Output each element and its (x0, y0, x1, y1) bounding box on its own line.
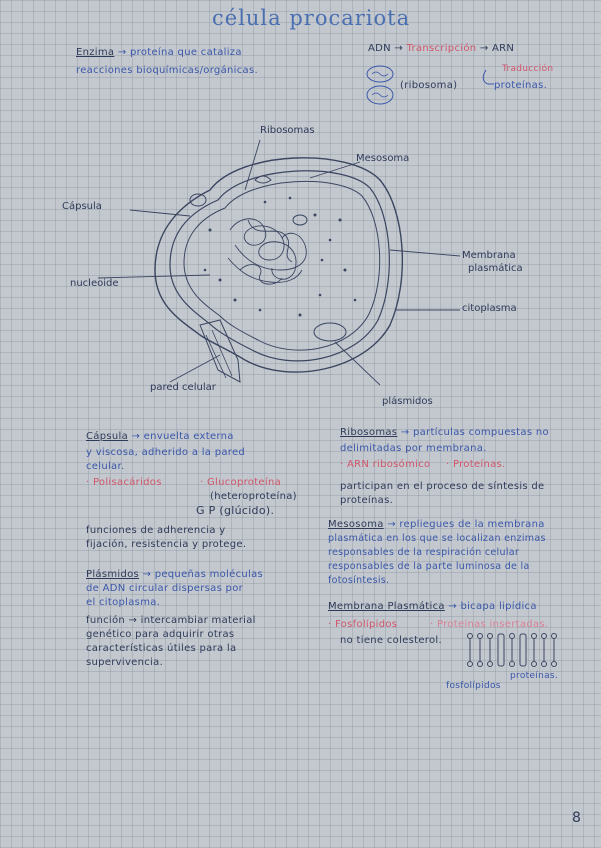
capsula-def-2: y viscosa, adherido a la pared (86, 447, 246, 458)
label-pared-celular: pared celular (150, 382, 216, 393)
funcion-4: supervivencia. (86, 657, 164, 668)
mesosoma-def-2: plasmática en los que se localizan enzimas (328, 533, 546, 544)
ribosome-sketch-icon (364, 62, 396, 108)
label-ribosomas: Ribosomas (260, 125, 315, 136)
ribosomas-def-1: → partículas compuestas no (400, 427, 549, 438)
no-colesterol: no tiene colesterol. (340, 635, 442, 646)
transcripcion-label: Transcripción (406, 43, 477, 54)
mesosoma-def-5: fotosíntesis. (328, 575, 390, 586)
gp-glucido: G P (glúcido). (196, 504, 275, 517)
capsula-def-1: → envuelta externa (131, 431, 234, 442)
polisacaridos: · Polisacáridos (86, 477, 162, 488)
label-nucleoide: nucleoide (70, 278, 119, 289)
mesosoma-def-4: responsables de la parte luminosa de la (328, 561, 530, 572)
funcion-2: genético para adquirir otras (86, 629, 235, 640)
participan-2: proteínas. (340, 495, 394, 506)
plasmidos-term: Plásmidos (86, 569, 140, 580)
mesosoma-def-3: responsables de la respiración celular (328, 547, 520, 558)
enzima-def-1: → proteína que cataliza (117, 47, 242, 58)
mesosoma-line1 (328, 518, 545, 531)
lipid-bilayer-sketch (460, 630, 570, 670)
heteroproteina: (heteroproteína) (210, 491, 297, 502)
funciones-1: funciones de adherencia y (86, 525, 226, 536)
membrana-def-1: → bicapa lipídica (448, 601, 537, 612)
mesosoma-def-1: → repliegues de la membrana (387, 519, 545, 530)
proteinas-label: proteínas. (494, 80, 548, 91)
adn-label: ADN → (368, 43, 404, 54)
proteinas-insertadas: · Proteínas insertadas. (430, 619, 549, 630)
adn-line (368, 42, 514, 55)
mesosoma-term: Mesosoma (328, 519, 384, 530)
page-number: 8 (572, 810, 581, 826)
label-citoplasma: citoplasma (462, 303, 517, 314)
plasmidos-def-3: el citoplasma. (86, 597, 161, 608)
participan-1: participan en el proceso de síntesis de (340, 481, 545, 492)
proteinas-item: · Proteínas. (446, 459, 506, 470)
plasmidos-line1 (86, 568, 263, 581)
arn-ribosomico: · ARN ribosómico (340, 459, 431, 470)
label-proteinas: proteínas. (510, 671, 559, 681)
membrana-term: Membrana Plasmática (328, 601, 445, 612)
label-plasmidos: plásmidos (382, 396, 433, 407)
arn-label: → ARN (479, 43, 515, 54)
plasmidos-def-2: de ADN circular dispersas por (86, 583, 244, 594)
ribosoma-paren: (ribosoma) (400, 80, 458, 91)
enzima-definition-line1 (76, 46, 242, 59)
label-capsula: Cápsula (62, 201, 102, 212)
plasmidos-def-1: → pequeñas moléculas (142, 569, 264, 580)
label-fosfolipidos: fosfolípidos (446, 681, 501, 691)
ribosomas-term: Ribosomas (340, 427, 398, 438)
label-plasmatica: plasmática (468, 263, 523, 274)
label-membrana: Membrana (462, 250, 516, 261)
funcion-1: función → intercambiar material (86, 615, 256, 626)
ribosomas-def-2: delimitadas por membrana. (340, 443, 487, 454)
enzima-def-2: reacciones bioquímicas/orgánicas. (76, 65, 258, 76)
capsula-def-3: celular. (86, 461, 125, 472)
funciones-2: fijación, resistencia y protege. (86, 539, 247, 550)
ribosomas-line1 (340, 426, 549, 439)
label-mesosoma: Mesosoma (356, 153, 410, 164)
traduccion-label: Traducción (502, 64, 554, 74)
capsula-term: Cápsula (86, 431, 129, 442)
enzima-term: Enzima (76, 47, 115, 58)
page-title: célula procariota (212, 6, 411, 30)
glucoproteina: · Glucoproteína (200, 477, 282, 488)
funcion-3: características útiles para la (86, 643, 237, 654)
capsula-line1 (86, 430, 234, 443)
membrana-line1 (328, 600, 537, 613)
fosfolipidos-item: · Fosfolípidos (328, 619, 398, 630)
